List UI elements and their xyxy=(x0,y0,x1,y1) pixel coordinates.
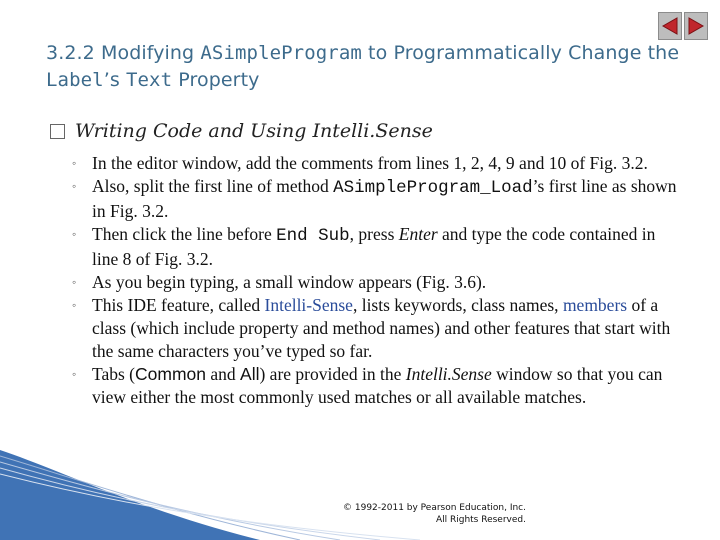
term-members: members xyxy=(562,295,628,315)
code-end-sub: End Sub xyxy=(276,226,350,246)
title-code-asimpleprogram: ASimpleProgram xyxy=(200,42,362,64)
section-heading xyxy=(50,120,670,142)
list-item: ◦ In the editor window, add the comments from lines 1, 2, 4, 9 and 10 of Fig. 3.2. xyxy=(72,153,648,173)
next-slide-button[interactable] xyxy=(684,12,708,40)
title-code-label: Label xyxy=(46,69,104,91)
copyright-line: © 1992-2011 by Pearson Education, Inc. xyxy=(343,503,526,513)
list-item: ◦ Also, split the first line of method ASimpleProgram_Load’s first line as shown in Fig. 3.2. xyxy=(72,176,677,221)
circle-bullet-icon: ◦ xyxy=(72,227,77,241)
list-item: ◦ Then click the line before End Sub, press Enter and type the code contained in line 8 of Fig. 3.2. xyxy=(72,224,656,269)
list-item: ◦ As you begin typing, a small window appears (Fig. 3.6). xyxy=(72,272,487,292)
title-code-text: Text xyxy=(125,69,173,91)
section-heading-text: Writing Code and Using Intelli.Sense xyxy=(75,120,433,142)
key-enter: Enter xyxy=(398,224,438,244)
bullet-list xyxy=(72,152,682,409)
list-item: ◦ This IDE feature, called Intelli-Sense, lists keywords, class names, members of a class (which include property and method names) and other features that start with the same characters you’ve typed so far. xyxy=(72,295,671,361)
term-intellisense-window: Intelli.Sense xyxy=(405,364,492,384)
circle-bullet-icon: ◦ xyxy=(72,275,77,289)
copyright-notice xyxy=(326,502,526,526)
slide-title: 3.2.2 Modifying ASimpleProgram to Programmatically Change the Label’s Text Property xyxy=(46,42,680,91)
code-asimpleprogram-load: ASimpleProgram_Load xyxy=(333,178,533,198)
decorative-wave-graphic xyxy=(0,450,720,540)
slide-navigation xyxy=(658,12,708,40)
circle-bullet-icon: ◦ xyxy=(72,179,77,193)
term-intellisense: Intelli-Sense xyxy=(264,295,353,315)
right-triangle-icon xyxy=(688,17,704,35)
circle-bullet-icon: ◦ xyxy=(72,156,77,170)
square-bullet-icon xyxy=(50,124,65,139)
tab-name-all: All xyxy=(240,364,260,384)
rights-line: All Rights Reserved. xyxy=(435,515,526,525)
tab-name-common: Common xyxy=(135,364,206,384)
left-triangle-icon xyxy=(662,17,678,35)
circle-bullet-icon: ◦ xyxy=(72,298,77,312)
previous-slide-button[interactable] xyxy=(658,12,682,40)
list-item: ◦ Tabs (Common and All) are provided in the Intelli.Sense window so that you can view either the most commonly used matches or all available matches. xyxy=(72,364,663,407)
circle-bullet-icon: ◦ xyxy=(72,367,77,381)
